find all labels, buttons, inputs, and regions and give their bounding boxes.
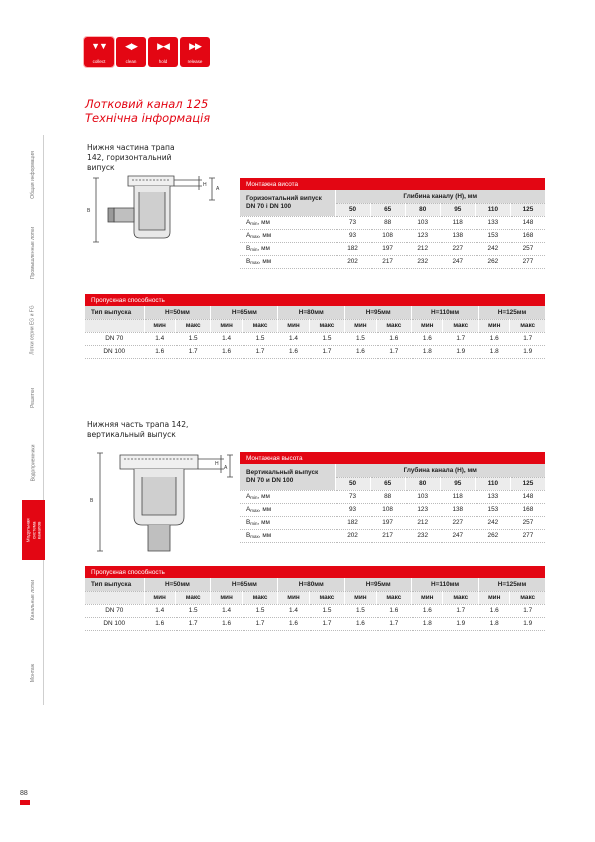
table-cell <box>240 229 335 242</box>
table-cell: 1.6 <box>144 617 175 630</box>
table-cell: 1.4 <box>278 332 309 345</box>
table-cell: макс <box>376 319 412 332</box>
section2-depth-label: Глубина канала (H), мм <box>335 464 546 477</box>
table-cell: H=95мм <box>345 578 412 591</box>
table-cell: 277 <box>510 255 545 268</box>
table-cell: макс <box>510 591 546 604</box>
table-cell: 1.6 <box>211 617 242 630</box>
table-cell <box>240 503 335 516</box>
table-cell <box>240 529 335 542</box>
table-cell: 1.7 <box>309 345 345 358</box>
table-cell: 1.7 <box>376 345 412 358</box>
table-row <box>240 503 546 516</box>
sidebar-item-inlets[interactable] <box>22 425 44 500</box>
section2-mount-table <box>240 452 546 543</box>
table-cell: 148 <box>510 490 545 503</box>
section1-depth-label: Глибина каналу (H), мм <box>335 190 546 203</box>
table-row <box>85 345 546 358</box>
table-cell: макс <box>309 591 345 604</box>
page-title <box>85 97 210 125</box>
section1-mount-title: Монтажна висота <box>240 178 546 190</box>
table-cell: мин <box>211 319 242 332</box>
table-cell: 1.9 <box>443 345 479 358</box>
table-cell: мин <box>479 319 510 332</box>
text-label: hold <box>158 59 168 64</box>
text-label: A <box>246 493 251 500</box>
drawing2-label-b: B <box>90 498 94 504</box>
table-cell: 1.6 <box>479 604 510 617</box>
table-cell: 133 <box>475 490 510 503</box>
hold-icon <box>148 37 178 67</box>
text-label: , мм <box>258 532 272 539</box>
table-row <box>240 229 546 242</box>
depth-header: 125 <box>510 477 545 490</box>
table-cell: макс <box>443 591 479 604</box>
text-label: max <box>250 234 259 239</box>
table-cell: 103 <box>405 490 440 503</box>
table-cell: 197 <box>370 516 405 529</box>
table-cell: 257 <box>510 242 545 255</box>
table-cell: H=80мм <box>278 578 345 591</box>
table-cell: 1.9 <box>510 617 546 630</box>
table-cell: 1.6 <box>376 332 412 345</box>
table-cell: макс <box>175 319 211 332</box>
table-cell: 1.7 <box>242 345 278 358</box>
drawing1-label-a: A <box>216 186 220 192</box>
table-cell: 1.6 <box>376 604 412 617</box>
table-cell: 1.7 <box>510 604 546 617</box>
text-label: , мм <box>257 219 270 226</box>
table-cell: макс <box>242 319 278 332</box>
table-cell: 217 <box>370 255 405 268</box>
text-label: , мм <box>257 493 270 500</box>
table-cell: 1.4 <box>144 332 175 345</box>
table-cell <box>85 591 144 604</box>
text-label: , мм <box>258 232 272 239</box>
table-cell: мин <box>211 591 242 604</box>
text-label: B <box>246 532 251 539</box>
table-cell: 227 <box>440 516 475 529</box>
text-label: Нижня частина трапа <box>87 143 175 152</box>
page-number: 88 <box>20 790 28 797</box>
table-cell: 1.4 <box>211 604 242 617</box>
table-cell: H=65мм <box>211 306 278 319</box>
section1-flow-table <box>85 294 546 359</box>
drawing1-label-h: H <box>203 182 207 188</box>
text-label: Решетки <box>29 387 36 408</box>
text-label: release <box>187 59 203 64</box>
table-cell: 123 <box>405 503 440 516</box>
table-cell: мин <box>345 591 376 604</box>
table-cell: макс <box>242 591 278 604</box>
table-cell: 1.4 <box>211 332 242 345</box>
table-cell: 1.7 <box>443 332 479 345</box>
text-label: B <box>246 519 251 526</box>
text-label: , мм <box>258 258 272 265</box>
clean-icon <box>116 37 146 67</box>
table-cell: 1.4 <box>278 604 309 617</box>
text-label: Общая информация <box>30 151 36 199</box>
table-cell: 1.4 <box>144 604 175 617</box>
table-cell: 1.6 <box>479 332 510 345</box>
section1-mount-col-label: Горизонтальний випуск DN 70 і DN 100 <box>240 190 335 216</box>
table-cell: DN 100 <box>85 345 144 358</box>
table-cell: 247 <box>440 255 475 268</box>
table-cell: 227 <box>440 242 475 255</box>
table-cell: 1.7 <box>376 617 412 630</box>
release-icon <box>180 37 210 67</box>
text-label: A <box>246 219 251 226</box>
table-cell: 1.6 <box>278 617 309 630</box>
text-label: B <box>246 258 251 265</box>
table-row <box>240 216 546 229</box>
vertical-outlet-drawing <box>84 447 234 557</box>
table-row <box>240 516 546 529</box>
depth-header: 110 <box>475 477 510 490</box>
text-label: min <box>250 247 258 252</box>
table-cell: 123 <box>405 229 440 242</box>
table-cell: 133 <box>475 216 510 229</box>
depth-header: 50 <box>335 477 370 490</box>
depth-header: 95 <box>440 203 475 216</box>
table-cell: 93 <box>335 229 370 242</box>
drawing2-label-h: H <box>215 461 219 467</box>
table-cell: DN 70 <box>85 604 144 617</box>
table-cell: макс <box>376 591 412 604</box>
table-cell: H=110мм <box>412 306 479 319</box>
text-label: Монтаж <box>30 663 36 682</box>
table-cell: 73 <box>335 216 370 229</box>
table-row <box>85 617 546 630</box>
table-cell: H=110мм <box>412 578 479 591</box>
table-cell: макс <box>175 591 211 604</box>
text-label: Водоприемники <box>30 444 36 481</box>
table-cell: мин <box>345 319 376 332</box>
table-cell: 1.7 <box>175 617 211 630</box>
table-cell: макс <box>443 319 479 332</box>
drawing1-label-b: B <box>87 208 91 214</box>
section2-caption <box>87 420 188 440</box>
table-cell: 1.5 <box>309 604 345 617</box>
text-label: ▶▶ <box>189 41 201 51</box>
sidebar-item-general[interactable] <box>22 135 44 215</box>
table-cell: H=80мм <box>278 306 345 319</box>
depth-header: 95 <box>440 477 475 490</box>
table-cell: 88 <box>370 490 405 503</box>
sidebar-item-channel[interactable] <box>22 560 44 640</box>
table-cell: 1.9 <box>443 617 479 630</box>
depth-header: 125 <box>510 203 545 216</box>
text-label: 142, горизонтальний <box>87 153 172 162</box>
text-label: A <box>246 232 251 239</box>
depth-header: 80 <box>405 477 440 490</box>
text-label: max <box>250 260 259 265</box>
table-cell: 202 <box>335 529 370 542</box>
table-cell <box>240 516 335 529</box>
table-cell <box>240 255 335 268</box>
table-cell: 1.6 <box>144 345 175 358</box>
table-cell: 148 <box>510 216 545 229</box>
table-cell: H=50мм <box>144 306 211 319</box>
depth-header: 65 <box>370 477 405 490</box>
table-cell: 1.8 <box>412 617 443 630</box>
text-label: min <box>250 221 258 226</box>
table-cell: 1.9 <box>510 345 546 358</box>
table-cell: 1.5 <box>309 332 345 345</box>
table-cell: 168 <box>510 229 545 242</box>
table-cell: 153 <box>475 503 510 516</box>
table-cell: 88 <box>370 216 405 229</box>
page-title-line-2: Технічна інформація <box>85 111 211 125</box>
table-cell: мин <box>144 591 175 604</box>
table-cell: 108 <box>370 229 405 242</box>
table-cell: 108 <box>370 503 405 516</box>
table-cell: мин <box>278 319 309 332</box>
flow-type-label: Тип выпуска <box>85 578 144 591</box>
table-cell: 118 <box>440 216 475 229</box>
table-cell: 1.7 <box>175 345 211 358</box>
table-cell: 242 <box>475 242 510 255</box>
text-label: collect <box>92 59 106 64</box>
table-cell: мин <box>278 591 309 604</box>
table-cell: 1.8 <box>479 617 510 630</box>
table-cell: 138 <box>440 503 475 516</box>
sidebar-item-industrial[interactable] <box>22 215 44 290</box>
section1-caption <box>87 143 175 173</box>
page-marker <box>20 800 30 805</box>
horizontal-outlet-drawing <box>84 172 230 246</box>
text-label: ▼▼ <box>91 41 107 51</box>
table-cell: мин <box>412 591 443 604</box>
table-cell: 1.6 <box>211 345 242 358</box>
table-cell: H=65мм <box>211 578 278 591</box>
section1-mount-table <box>240 178 546 269</box>
section2-mount-title: Монтажная высота <box>240 452 546 464</box>
depth-header: 110 <box>475 203 510 216</box>
feature-icon-strip <box>84 37 210 67</box>
text-label: , мм <box>257 519 270 526</box>
table-row <box>85 604 546 617</box>
table-cell: 138 <box>440 229 475 242</box>
text-label: Лотки серии EG и FG <box>30 305 37 355</box>
section2-flow-table <box>85 566 546 631</box>
table-cell: макс <box>309 319 345 332</box>
text-label: max <box>250 508 259 513</box>
table-cell: макс <box>510 319 546 332</box>
table-cell: 1.7 <box>309 617 345 630</box>
table-cell: 168 <box>510 503 545 516</box>
table-cell: 182 <box>335 516 370 529</box>
text-label: Модульная система каналов <box>25 518 42 542</box>
text-label: , мм <box>258 506 272 513</box>
table-cell: 1.6 <box>278 345 309 358</box>
table-cell: 247 <box>440 529 475 542</box>
table-cell: 197 <box>370 242 405 255</box>
table-cell: мин <box>144 319 175 332</box>
table-cell: 118 <box>440 490 475 503</box>
table-cell: DN 70 <box>85 332 144 345</box>
table-cell <box>240 216 335 229</box>
text-label: B <box>246 245 251 252</box>
table-cell: H=95мм <box>345 306 412 319</box>
section-sidebar <box>22 135 44 705</box>
table-cell: 212 <box>405 242 440 255</box>
text-label: clean <box>125 59 137 64</box>
text-label: ◀▶ <box>125 41 137 51</box>
table-cell: 1.7 <box>242 617 278 630</box>
table-row <box>240 490 546 503</box>
page-title-line-1: Лотковий канал 125 <box>85 97 209 111</box>
table-cell <box>85 319 144 332</box>
table-cell: 1.7 <box>443 604 479 617</box>
table-cell: 1.5 <box>345 604 376 617</box>
table-cell: 1.5 <box>242 604 278 617</box>
text-label: A <box>246 506 251 513</box>
table-row <box>240 529 546 542</box>
text-label: max <box>250 534 259 539</box>
table-cell <box>240 490 335 503</box>
section2-mount-col-label: Вертикальный выпуск DN 70 и DN 100 <box>240 464 335 490</box>
table-cell <box>240 242 335 255</box>
sidebar-item-grates[interactable] <box>22 370 44 425</box>
table-row <box>240 242 546 255</box>
table-cell: 1.5 <box>242 332 278 345</box>
section2-flow-title: Пропускная способность <box>85 566 546 578</box>
table-cell: мин <box>479 591 510 604</box>
text-label: min <box>250 495 258 500</box>
table-cell: 202 <box>335 255 370 268</box>
table-cell: DN 100 <box>85 617 144 630</box>
depth-header: 50 <box>335 203 370 216</box>
table-cell: 1.6 <box>412 332 443 345</box>
text-label: Промышленные лотки <box>30 226 37 279</box>
text-label: ▶◀ <box>157 41 169 51</box>
table-cell: 1.6 <box>345 617 376 630</box>
table-cell: 257 <box>510 516 545 529</box>
table-row <box>85 332 546 345</box>
table-cell: 1.6 <box>345 345 376 358</box>
table-cell: 1.6 <box>412 604 443 617</box>
drawing2-label-a: A <box>224 465 228 471</box>
depth-header: 65 <box>370 203 405 216</box>
text-label: Нижняя часть трапа 142, <box>87 420 189 429</box>
section1-flow-title: Пропускная способность <box>85 294 546 306</box>
table-cell: 153 <box>475 229 510 242</box>
table-cell: 277 <box>510 529 545 542</box>
flow-type-label: Тип выпуска <box>85 306 144 319</box>
table-cell: 1.8 <box>479 345 510 358</box>
text-label: min <box>250 521 258 526</box>
table-cell: 262 <box>475 529 510 542</box>
table-cell: 1.5 <box>175 604 211 617</box>
table-cell: 103 <box>405 216 440 229</box>
text-label: , мм <box>257 245 270 252</box>
table-cell: 93 <box>335 503 370 516</box>
table-cell: 232 <box>405 255 440 268</box>
collect-icon <box>84 37 114 67</box>
sidebar-item-eg-fg[interactable] <box>22 290 44 370</box>
table-cell: 182 <box>335 242 370 255</box>
table-cell: 73 <box>335 490 370 503</box>
text-label: випуск <box>87 163 115 172</box>
table-cell: 1.5 <box>175 332 211 345</box>
table-cell: 262 <box>475 255 510 268</box>
table-cell: 212 <box>405 516 440 529</box>
table-cell: 242 <box>475 516 510 529</box>
table-cell: 1.5 <box>345 332 376 345</box>
table-cell: H=125мм <box>479 306 546 319</box>
text-label: Канальные лотки <box>30 579 37 621</box>
text-label: вертикальный выпуск <box>87 430 176 439</box>
table-cell: 1.7 <box>510 332 546 345</box>
table-cell: 217 <box>370 529 405 542</box>
depth-header: 80 <box>405 203 440 216</box>
table-cell: 232 <box>405 529 440 542</box>
table-cell: H=50мм <box>144 578 211 591</box>
sidebar-item-mounting[interactable] <box>22 640 44 705</box>
table-cell: H=125мм <box>479 578 546 591</box>
table-row <box>240 255 546 268</box>
sidebar-item-modular[interactable] <box>22 500 45 560</box>
table-cell: мин <box>412 319 443 332</box>
table-cell: 1.8 <box>412 345 443 358</box>
